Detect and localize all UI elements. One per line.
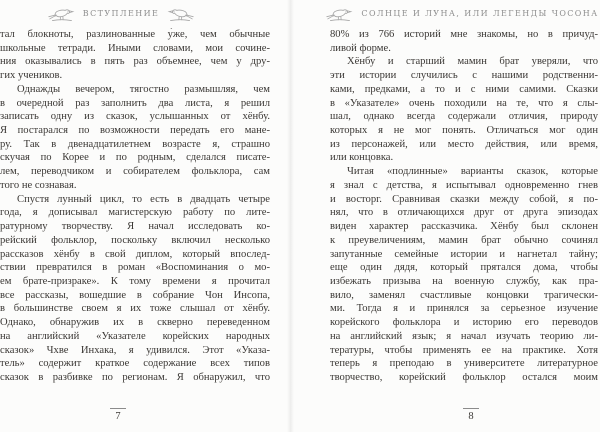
text-line: к преувеличениям, мамин брат обычно сочинял xyxy=(330,234,598,246)
text-line: лем, переводчиком и собирателем фольклора, сам xyxy=(0,166,270,178)
text-line: гих учеников. xyxy=(0,70,63,82)
running-head-title: СОЛНЦЕ И ЛУНА, ИЛИ ЛЕГЕНДЫ ЧОСОНА xyxy=(361,8,599,18)
bird-icon xyxy=(166,5,195,22)
text-line: виден характер рассказчика. Хёнбу был склонен xyxy=(330,221,598,233)
text-line: ми. Тогда я и принялся за серьезное изучение xyxy=(330,303,598,315)
text-line: творчество, корейский фольклор остался моим xyxy=(330,371,598,383)
text-line: из персонажей, или место действия, или время, xyxy=(330,138,598,150)
text-line: в большинстве своем я их тоже слышал от хёнбу. xyxy=(0,303,270,315)
text-line: на английский язык; я начал изучать теорию ли- xyxy=(330,330,598,342)
page-text xyxy=(330,28,598,385)
text-line: или концовка. xyxy=(330,152,394,164)
text-line: и восторг. Сравнивая сказки между собой, я по- xyxy=(330,193,598,205)
text-line: того не сознавая. xyxy=(0,179,77,191)
text-line: сказок в разбивке по регионам. Я обнаружил, что xyxy=(0,371,270,383)
text-line: тературы, чтобы применять ее на практике. Хотя xyxy=(330,344,598,356)
text-line: ратурному творчеству. Я начал исследовать ко- xyxy=(0,221,270,233)
running-head-left xyxy=(0,3,242,23)
text-line: Читая «подлинные» варианты сказок, которые xyxy=(347,166,598,178)
text-line: ствии превратился в роман «Воспоминания о мо- xyxy=(0,262,270,274)
text-line: в очередной раз заполнить два листа, я решил xyxy=(0,97,270,109)
page-seam xyxy=(287,0,294,432)
text-line: записать одну из сказок, услышанных от хёнбу. xyxy=(0,111,270,123)
text-line: рассказов хёнбу в свой диплом, который впослед- xyxy=(0,248,270,260)
text-line: на английский «Указателе корейских народных xyxy=(0,330,270,342)
bird-icon xyxy=(325,5,354,22)
text-line: Спустя лунный цикл, то есть в двадцать четыре xyxy=(17,193,270,205)
running-head-title: ВСТУПЛЕНИЕ xyxy=(82,8,160,18)
text-line: рейский фольклор, поскольку включил несколько xyxy=(0,234,270,246)
text-line: в «Указателе» очень походили на те, что я слы- xyxy=(330,97,598,109)
footer-rule xyxy=(463,408,479,409)
text-line: запутанные семейные истории и нагнетал тайну; xyxy=(330,248,598,260)
text-line: школьные тетради. Иными словами, мои сочине- xyxy=(0,42,270,54)
text-line: ния оказывались в пять раз объемнее, чем у дру- xyxy=(0,56,270,68)
text-line: ру. Так в двенадцатилетнем возрасте я, страшно xyxy=(0,138,270,150)
bird-icon xyxy=(47,5,76,22)
page-number: 7 xyxy=(115,411,121,422)
text-line: я знал с детства, я испытывал одновременно гнев xyxy=(330,179,598,191)
text-line: ками, предками, а то и с ними самими. Сказки xyxy=(330,83,598,95)
text-line: 80% из 766 историй мне знакомы, но в причуд- xyxy=(330,29,598,40)
text-line: еще один дядя, который прятался дома, чтобы xyxy=(330,262,598,274)
text-line: Однажды вечером, тягостно размышляя, чем xyxy=(17,83,270,95)
footer-rule xyxy=(110,408,126,409)
text-line: избежать призыва на военную службу, как пра- xyxy=(330,275,598,287)
text-line: Однако, обнаружив их в скверно переведенном xyxy=(0,317,270,329)
text-line: все рассказы, вошедшие в собрание Чон Инсопа, xyxy=(0,289,270,301)
text-line: шал, однако всегда содержали отличия, природу xyxy=(330,111,598,123)
text-line: ливой форме. xyxy=(330,42,391,54)
page-footer-right xyxy=(330,408,600,422)
text-line: скучая по Корее и по родным, сделался писате- xyxy=(0,152,270,164)
text-line: которых я не мог понять. Отличаться мог один xyxy=(330,125,598,137)
page-text xyxy=(0,28,270,385)
page-number: 8 xyxy=(468,411,474,422)
text-line: нял, что в отличающихся друг от друга эпизодах xyxy=(330,207,598,219)
text-line: года, я дописывал магистерскую работу по лите- xyxy=(0,207,270,219)
text-line: ем брате-призраке». К тому времени я прочитал xyxy=(0,275,270,287)
text-line: сказок» Чхве Инхака, я удивился. Этот «Указа- xyxy=(0,344,270,356)
text-line: Я постарался по возможности передать его мане- xyxy=(0,125,270,137)
text-line: Хёнбу и старший мамин брат уверяли, что xyxy=(347,56,598,68)
text-line: корейского фольклора и историю его переводов xyxy=(330,317,598,329)
text-line: тель» содержит краткое содержание всех типов xyxy=(0,358,270,370)
text-line: вило, заменял счастливые концовки трагически- xyxy=(330,289,598,301)
text-line: теперь я преподаю в университете литературное xyxy=(330,358,598,370)
text-line: эти истории случились с нашими родственни- xyxy=(330,70,598,82)
text-line: тал блокноты, разлинованные у́же, чем обычные xyxy=(0,29,270,40)
page-footer-left xyxy=(0,408,236,422)
running-head-right xyxy=(345,3,600,23)
